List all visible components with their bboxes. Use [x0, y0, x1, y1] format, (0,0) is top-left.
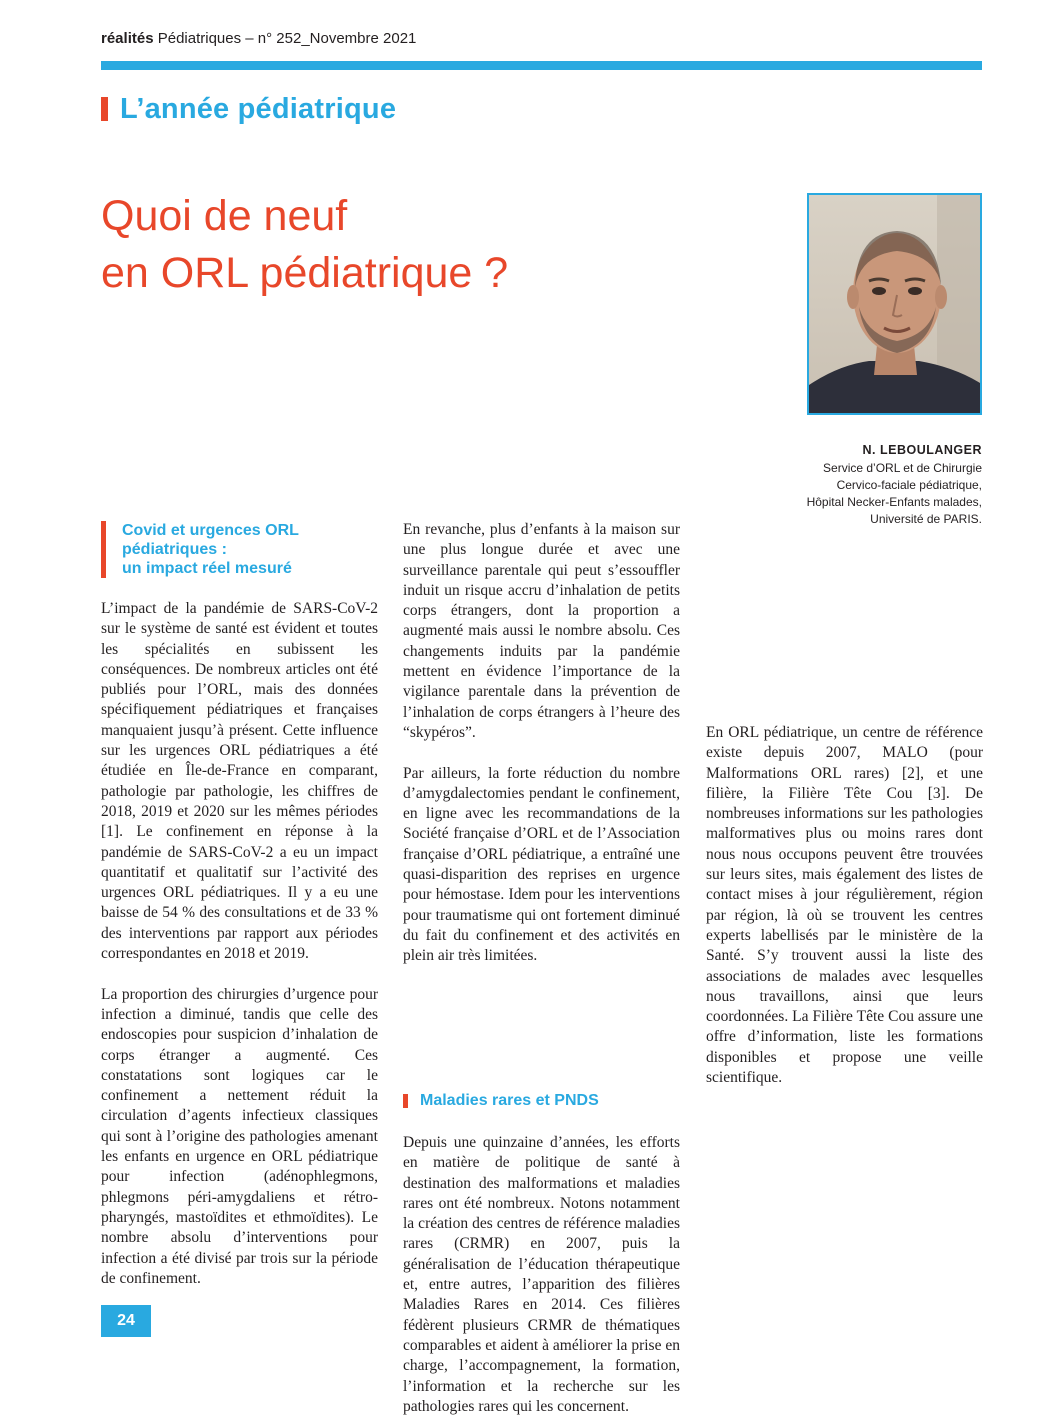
text-column-2-bottom [403, 1133, 680, 1415]
author-affiliation-line: Cervico-faciale pédiatrique, [836, 478, 982, 492]
title-line-2: en ORL pédiatrique ? [101, 249, 509, 297]
author-photo [807, 193, 982, 415]
paragraph: L’impact de la pandémie de SARS-CoV-2 sur le système de santé est évident et toutes les spécialités en subissent les conséquences. De nombreux articles ont été publiés pour l’ORL, mais des données spécifiquement pédiatriques et françaises manquaient jusqu’à présent. Cette influence sur les urgences ORL pédiatriques a été étudiée en Île-de-France en comparant, pathologie par pathologie, les chiffres de 2018, 2019 et 2020 sur les mêmes périodes [1]. Le confinement en réponse à la pandémie de SARS-CoV-2 a eu un impact quantitatif et qualitatif sur l’activité des urgences ORL pédiatriques. Il y a eu une baisse de 54 % des consultations et de 33 % des interventions par rapport aux périodes correspondantes en 2018 et 2019. [101, 600, 378, 963]
section-label: L’année pédiatrique [120, 92, 397, 125]
subheading-line: pédiatriques : [122, 541, 227, 558]
paragraph: Depuis une quinzaine d’années, les efforts en matière de politique de santé à destination des malformations et maladies rares ont été nombreux. Notons notamment la création des centres de référence maladies rares (CRMR) en 2007, puis la généralisation de l’éducation thérapeutique et, entre autres, l’apparition des filières Maladies Rares en 2014. Ces filières fédèrent plusieurs CRMR de thématiques comparables et aident à améliorer la prise en charge, l’accompagnement, la formation, l’information et la recherche sur les pathologies rares qui les concernent. [403, 1134, 680, 1415]
subheading-rare-diseases [403, 1091, 599, 1110]
running-header [101, 30, 416, 47]
subheading-label: Maladies rares et PNDS [420, 1092, 599, 1109]
issue-info: Pédiatriques – n° 252_Novembre 2021 [157, 30, 417, 47]
text-column-1 [101, 599, 378, 1287]
author-portrait-image [809, 195, 980, 413]
section-banner [101, 92, 396, 126]
text-column-2 [403, 520, 680, 967]
journal-name: réalités [101, 30, 154, 47]
text-column-3 [706, 723, 983, 1088]
header-rule [101, 61, 982, 70]
paragraph: La proportion des chirurgies d’urgence pour infection a diminué, tandis que celle des endoscopies pour suspicion d’inhalation de corps étranger a augmenté. Ces constatations sont logiques car le confinement a nettement réduit la circulation d’agents infectieux classiques qui sont à l’origine des pathologies amenant les enfants en urgence en ORL pédiatrique pour infection (adénophlegmons, phlegmons péri-amygdaliens et rétro-pharyngés, mastoïdites et ethmoïdites). Le nombre absolu d’interventions pour infection a été divisé par trois sur la période de confinement. [101, 985, 378, 1287]
subheading-marker [403, 1094, 408, 1108]
page-number: 24 [101, 1305, 151, 1337]
paragraph: Par ailleurs, la forte réduction du nombre d’amygdalectomies pendant le confinement, en ligne avec les recommandations de la Société française d’ORL et de l’Association française d’ORL pédiatrique, a entraîné une quasi-disparition des reprises en urgence pour hémostase. Idem pour les interventions pour traumatisme qui ont fortement diminué du fait du confinement et des activités en plein air très limitées. [403, 764, 680, 965]
author-affiliation-line: Université de PARIS. [870, 512, 982, 526]
subheading-line: un impact réel mesuré [122, 560, 292, 577]
article-title [101, 188, 721, 302]
author-block [807, 442, 982, 528]
section-marker [101, 97, 108, 121]
paragraph: En revanche, plus d’enfants à la maison sur une plus longue durée et avec une surveillance parentale qui peut s’essouffler induit un risque accru d’inhalation de petits corps étrangers, dont la proportion a augmenté mais aussi le nombre absolu. Ces changements induits par la pandémie mettent en évidence l’importance de la vigilance parentale dans la prévention de l’inhalation de corps étrangers à l’heure des “skypéros”. [403, 521, 680, 741]
author-name: N. LEBOULANGER [862, 443, 982, 457]
author-affiliation-line: Service d’ORL et de Chirurgie [823, 461, 982, 475]
author-affiliation-line: Hôpital Necker-Enfants malades, [806, 495, 982, 509]
subheading-line: Covid et urgences ORL [122, 522, 299, 539]
title-line-1: Quoi de neuf [101, 192, 348, 240]
paragraph: En ORL pédiatrique, un centre de référence existe depuis 2007, MALO (pour Malformations ORL rares) [2], et une filière, la Filière Tête Cou [3]. De nombreuses informations sur les pathologies malformatives plus ou moins rares dont nous nous occupons peuvent être trouvées sur leurs sites, mais également des listes de contact mises à jour régulièrement, région par région, là où se trouvent les centres experts labellisés par le ministère de la Santé. S’y trouvent aussi la liste des associations de malades avec lesquelles nous travaillons, ainsi que leurs coordonnées. La Filière Tête Cou assure une offre d’information, liste les formations disponibles et propose une veille scientifique. [706, 724, 983, 1087]
subheading-covid [101, 521, 299, 578]
